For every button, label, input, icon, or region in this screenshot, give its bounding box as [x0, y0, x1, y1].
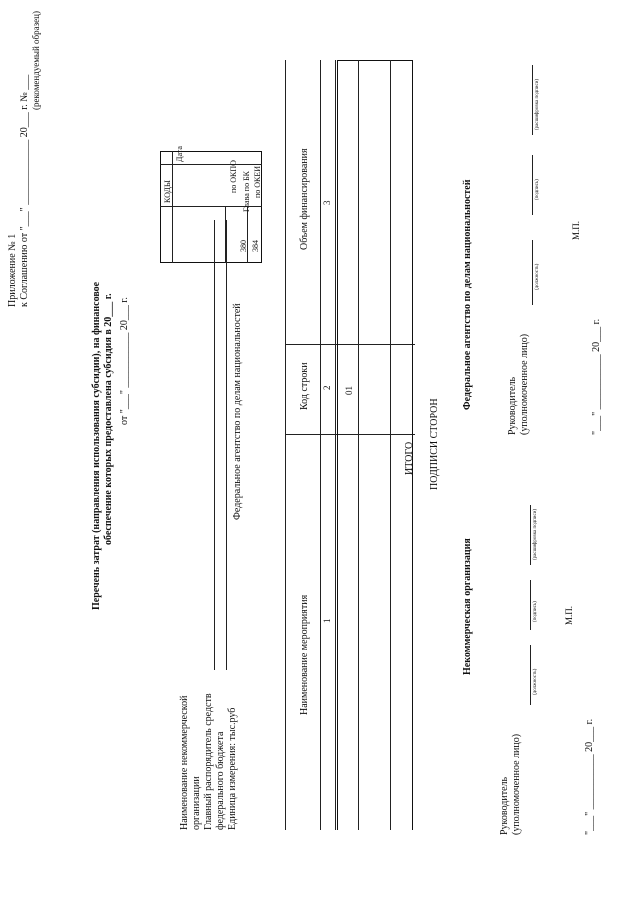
right-decode-line: [532, 65, 533, 135]
document-date: от "___" ___________ 20___ г.: [119, 297, 130, 425]
left-position-line: [530, 645, 531, 705]
table-header-code: Код строки: [299, 362, 310, 410]
manager-label-1: Главный распорядитель средств: [203, 693, 214, 830]
left-cap-decode: (расшифровка подписи): [533, 508, 538, 560]
table-total-label: ИТОГО: [404, 441, 415, 475]
right-sign-date: "___" ___________ 20___ г.: [591, 318, 602, 435]
table-row-border: [358, 60, 359, 830]
codes-value-bk: 380: [239, 240, 248, 252]
left-cap-position: (должность): [533, 668, 538, 695]
codes-divider-4: [247, 207, 248, 263]
org-name-underline: [214, 220, 215, 670]
agreement-reference: к Соглашению от "___" _____________ 20___ г. № ___: [19, 74, 30, 307]
table-numbers-border: [335, 60, 336, 830]
table-col-number-3: 3: [322, 200, 332, 205]
left-cap-signature: (подпись): [533, 601, 538, 622]
left-signature-line: [530, 580, 531, 630]
left-stamp: М.П.: [564, 605, 574, 625]
right-signature-line: [532, 155, 533, 215]
table-header-name: Наименование мероприятия: [299, 594, 310, 715]
codes-label-date: Дата: [175, 146, 184, 162]
table-col-number-1: 1: [322, 618, 332, 623]
right-cap-signature: (подпись): [535, 179, 540, 200]
right-role-2: (уполномоченное лицо): [519, 333, 530, 435]
document-title-line1: Перечень затрат (направления использования субсидии), на финансовое: [91, 281, 102, 610]
recommended-sample: (рекомендуемый образец): [31, 11, 41, 110]
table-body-frame: [337, 60, 413, 830]
left-decode-line: [530, 505, 531, 565]
table-header-amount: Объем финансирования: [299, 148, 310, 250]
left-party-name: Некоммерческая организация: [462, 538, 473, 675]
left-role-1: Руководитель: [499, 776, 510, 835]
codes-divider-vertical: [172, 151, 173, 263]
left-sign-date: "___" ___________ 20___ г.: [584, 718, 595, 835]
codes-label-okpo: по ОКПО: [229, 160, 238, 193]
codes-value-okei: 384: [251, 240, 260, 252]
table-header-border: [320, 60, 321, 830]
appendix-number: Приложение № 1: [7, 233, 18, 307]
table-total-border: [390, 60, 391, 830]
codes-divider-2: [160, 164, 262, 165]
right-position-line: [532, 240, 533, 305]
signatures-title: ПОДПИСИ СТОРОН: [429, 398, 440, 490]
left-role-2: (уполномоченное лицо): [511, 733, 522, 835]
codes-label-bk: Глава по БК: [242, 171, 251, 212]
right-stamp: М.П.: [571, 220, 581, 240]
table-row-code: 01: [344, 386, 354, 395]
codes-header: КОДЫ: [163, 180, 172, 203]
manager-label-2: федерального бюджета: [215, 731, 226, 830]
unit-label: Единица измерения: тыс.руб: [227, 707, 238, 830]
right-party-name: Федеральное агентство по делам национальностей: [462, 179, 473, 410]
right-cap-decode: (расшифровка подписи): [535, 78, 540, 130]
manager-value: Федеральное агентство по делам национальностей: [232, 303, 243, 520]
table-top-border: [285, 60, 286, 830]
codes-label-okei: по ОКЕИ: [253, 165, 262, 198]
document-title-line2: обеспечение которых предоставлена субсидия в 20___ г.: [103, 293, 114, 545]
right-role-1: Руководитель: [507, 376, 518, 435]
right-cap-position: (должность): [535, 263, 540, 290]
org-name-label-1: Наименование некоммерческой: [179, 695, 190, 830]
table-col-number-2: 2: [322, 385, 332, 390]
org-name-label-2: организации: [191, 776, 202, 830]
manager-underline: [226, 220, 227, 670]
